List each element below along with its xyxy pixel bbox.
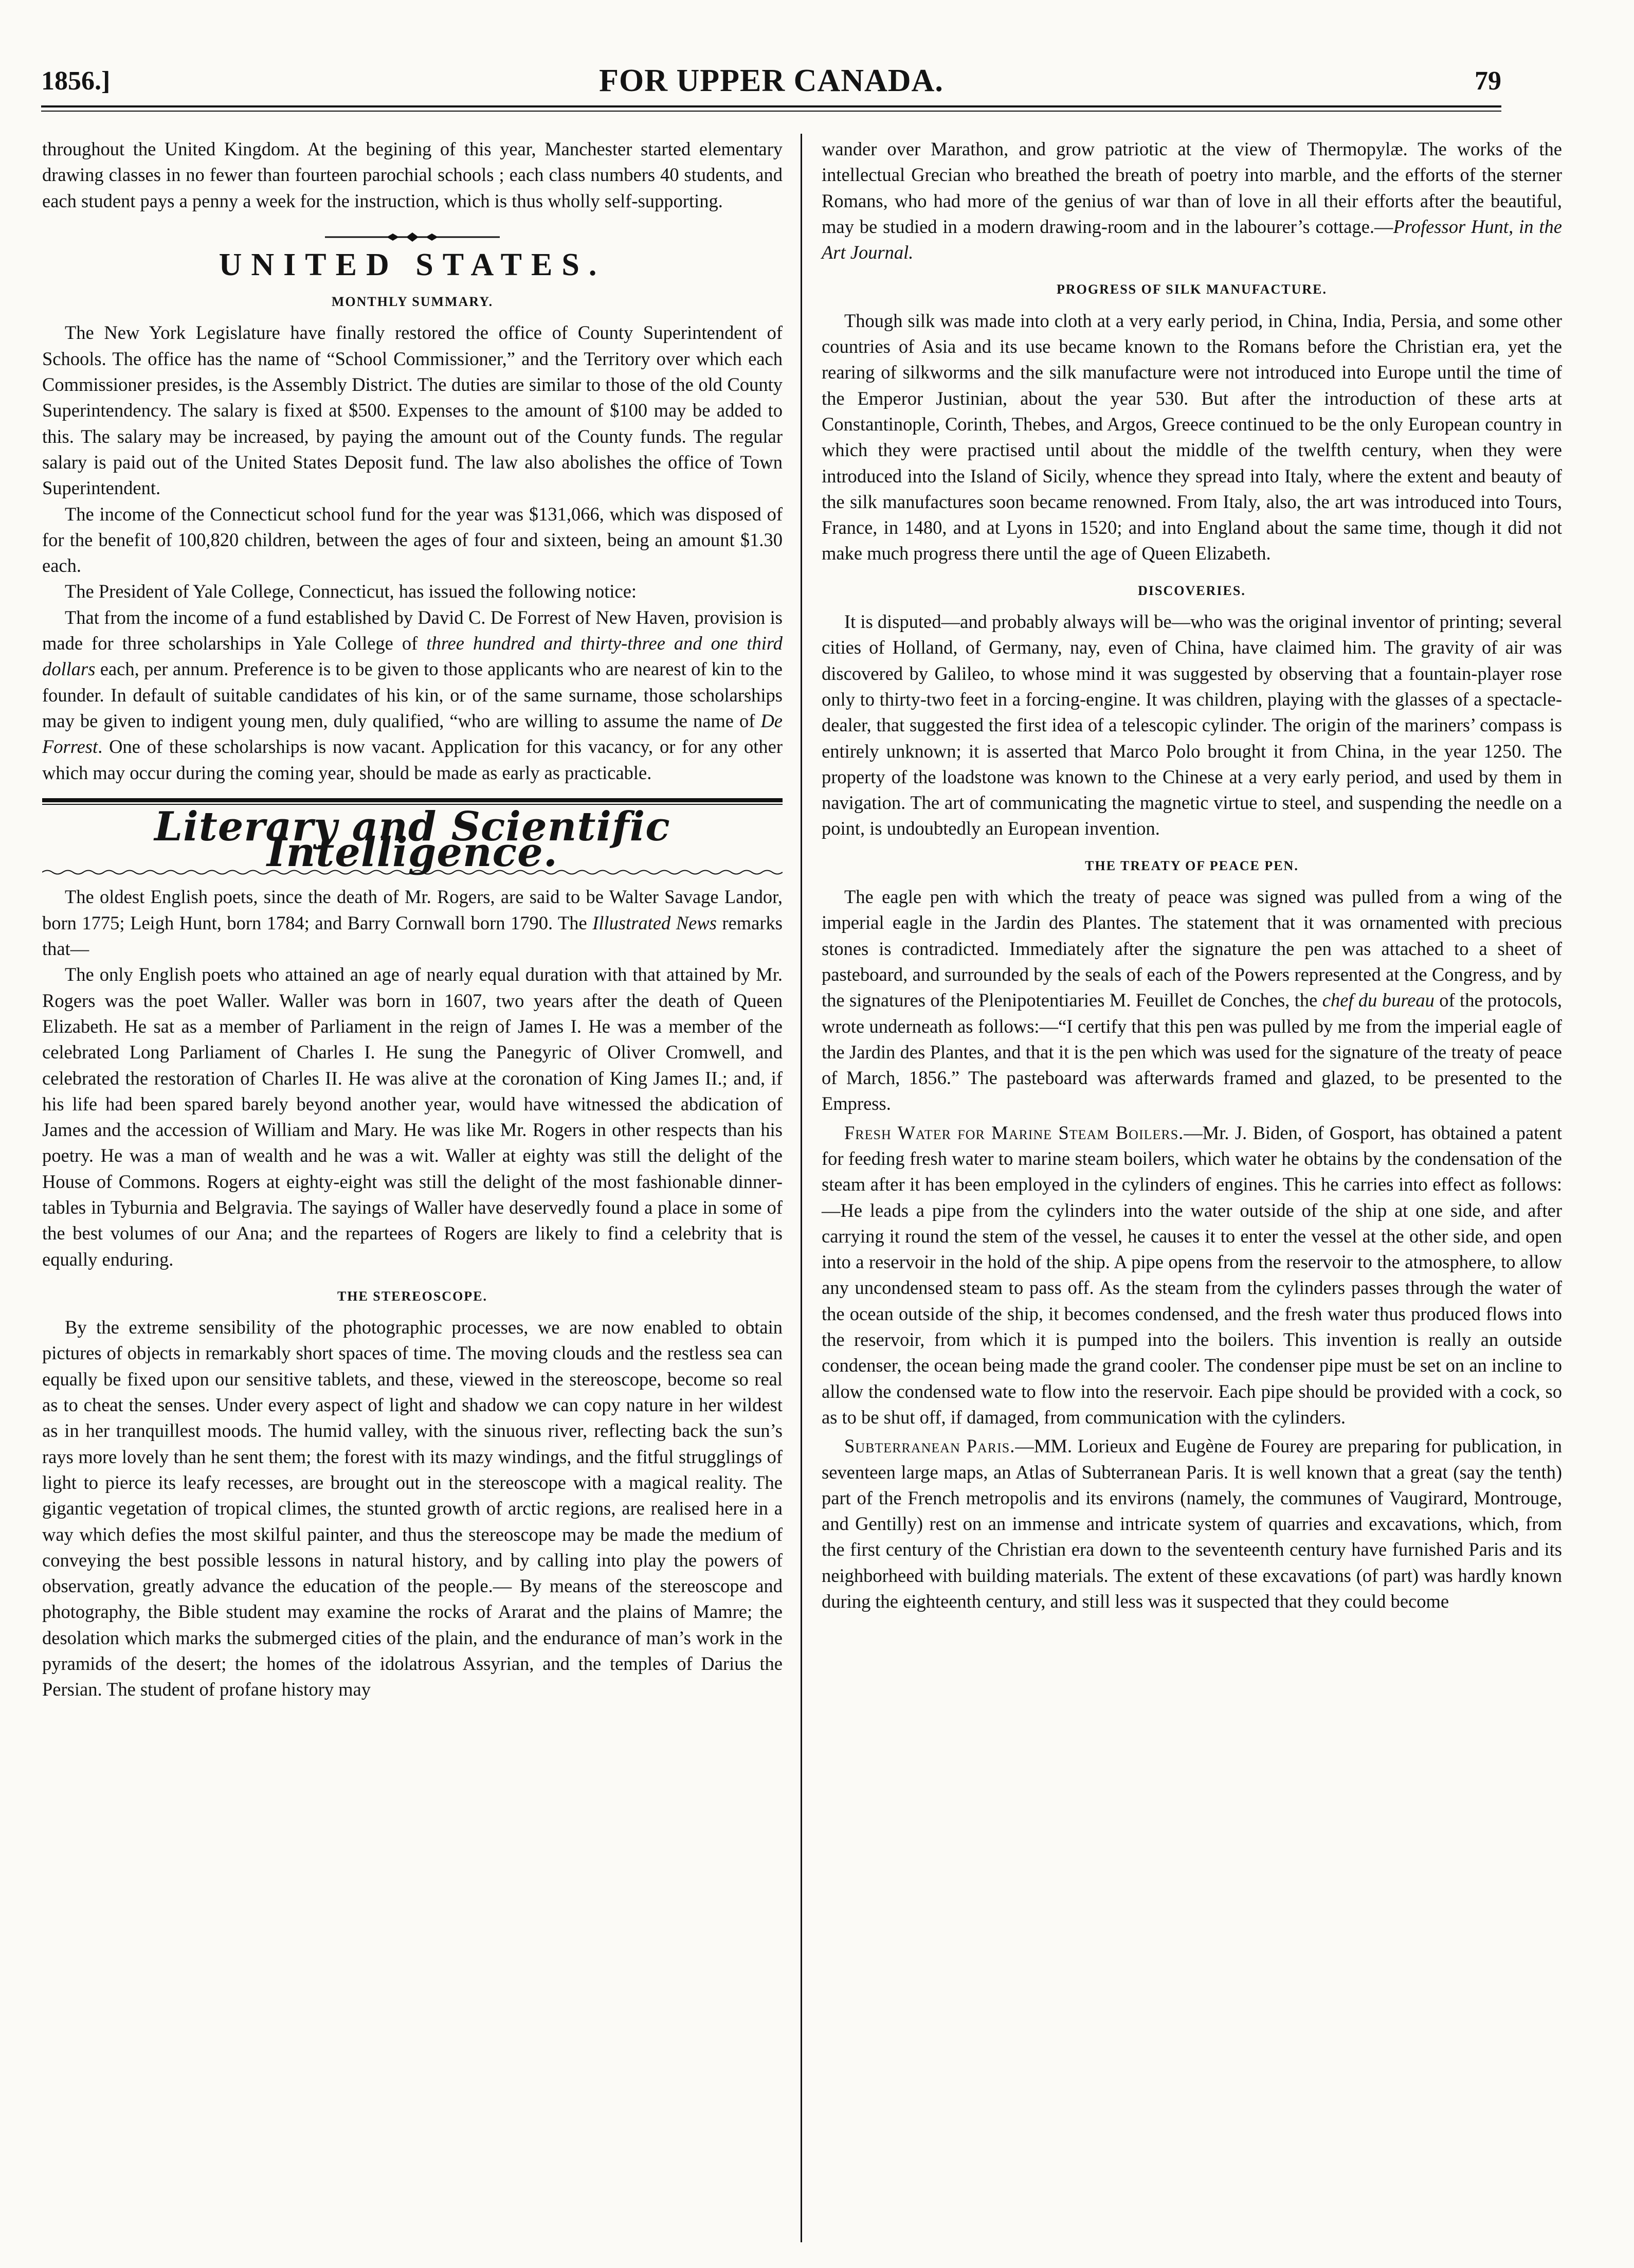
running-header [41, 61, 1501, 102]
stereoscope-paragraph: By the extreme sensibility of the photographic processes, we are now enabled to obtain pictures of objects in remarkably short spaces of time. The moving clouds and the restless sea can equally be fixed upon our sensitive tablets, and these, viewed in the stereoscope, become so real as to cheat the senses. Under every aspect of light and shadow we can copy nature in her wildest as in her tranquillest moods. The humid valley, with the sinuous river, reflecting back the sun’s rays more lovely than he sent them; the forest with its mazy windings, and the fitful strugglings of light to pierce its leafy recesses, are brought out in the stereoscope with a magical reality. The gigantic vegetation of tropical climes, the stunted growth of arctic regions, are realised here in a way which defies the most skilful painter, and thus the stereoscope may be made the medium of conveying the best possible lessons in natural history, and by calling into play the powers of observation, greatly advance the education of the people.— By means of the stereoscope and photography, the Bible student may examine the rocks of Ararat and the plains of Mamre; the desolation which marks the submerged cities of the plain, and the endurance of man’s work in the pyramids of the desert; the homes of the idolatrous Assyrian, and the temples of Darius the Persian. The student of profane history may [42, 1317, 783, 1700]
notice-italic-amount: three hundred and thirty-three and one third dollars [42, 633, 783, 680]
stereoscope-heading: THE STEREOSCOPE. [337, 1288, 488, 1304]
notice-italic-name: De Forrest [42, 710, 783, 758]
right-column [822, 136, 1562, 1614]
us-paragraph-yale: The President of Yale College, Connecticut, has issued the following notice: [65, 581, 637, 602]
chef-du-bureau: chef du bureau [1322, 989, 1435, 1011]
left-column [42, 136, 783, 1703]
silk-paragraph: Though silk was made into cloth at a very early period, in China, India, Persia, and some other countries of Asia and its use became known to the Romans before the Christian era, yet the rearing of silkworms and the silk manufacture were not introduced into Europe until the time of the Emperor Justinian, about the year 530. But after the introduction of these arts at Constantinople, Corinth, Thebes, and Argos, Greece continued to be the only European country in which they were practised until about the middle of the twelfth century, when they were introduced into the Island of Sicily, whence they spread into Italy, where the extent and beauty of the silk manufactures soon became renowned. From Italy, also, the art was introduced into Tours, France, in 1480, and at Lyons in 1520; and into England about the same time, though it did not make much progress there until the age of Queen Elizabeth. [822, 310, 1562, 564]
peace-pen-paragraph [822, 884, 1562, 1117]
us-paragraph-new-york: The New York Legislature have finally restored the office of County Superintendent of Schools. The office has the name of “School Commissioner,” and the Territory over which each Commissioner presides, is the Assembly District. The duties are similar to those of the old County Superintendency. The salary is fixed at $500. Expenses to the amount of $100 may be added to this. The salary may be increased, by paying the amount out of the County funds. The regular salary is paid out of the United States Deposit fund. The law also abolishes the office of Town Superintendent. [42, 322, 783, 499]
peace-pen-text-a: The eagle pen with which the treaty of peace was signed was pulled from a wing of the imperial eagle in the Jardin des Plantes. The statement that it was ornamented with precious stones is contradicted. Immediately after the signature the pen was attached to a sheet of pasteboard, and surrounded by the seals of each of the Powers represented at the Congress, and by the signatures of the Plenipotentiaries M. Feuillet de Conches, the [822, 886, 1562, 1011]
column-divider [801, 134, 802, 2242]
fresh-water-text: —Mr. J. Biden, of Gosport, has obtained a patent for feeding fresh water to marine steam boilers, which water he obtains by the condensation of the steam after it has been employed in the cylinders of engines. This he carries into effect as follows:—He leads a pipe from the cylinders into the water outside of the ship at one side, and after carrying it round the stem of the vessel, he causes it to enter the vessel at the other side, and open into a reservoir in the hold of the ship. A pipe opens from the reservoir to the atmosphere, to allow any uncondensed steam to pass off. As the steam from the cylinders passes through the water of the ocean outside of the ship, it becomes condensed, and the fresh water thus produced flows into the reservoir, from which it is pumped into the boilers. This invention is really an outside condenser, the ocean being made the grand cooler. The condenser pipe must be set on an incline to allow the condensed wate to flow into the reservoir. Each pipe should be provided with a cock, so as to be shut off, if damaged, from communication with the cylinders. [822, 1122, 1562, 1428]
oldest-poets-text-b: remarks that— [42, 912, 783, 960]
subterranean-text: —MM. Lorieux and Eugène de Fourey are preparing for publication, in seventeen large maps, an Atlas of Subterranean Paris. It is well known that a great (say the tenth) part of the French metropolis and its environs (namely, the communes of Vaugirard, Montrouge, and Gentilly) rest on an immense and intricate system of quarries and excavations, which, from the first century of the Christian era down to the seventeenth century have furnished Paris and its neighborheed with building materials. The extent of these excavations (of part) was hardly known during the eighteenth century, and still less was it suspected that they could become [822, 1435, 1563, 1612]
left-paragraph-continuation: throughout the United Kingdom. At the begining of this year, Manchester started elementary drawing classes in no fewer than fourteen parochial schools ; each class numbers 40 students, and each student pays a penny a week for the instruction, which is thus wholly self-supporting. [42, 138, 783, 211]
peace-pen-text-b: of the protocols, wrote underneath as follows:—“I certify that this pen was pulled by me from the imperial eagle of the Jardin des Plantes, and that it is the pen which was used for the signature of the treaty of peace of March, 1856.” The pasteboard was afterwards framed and glazed, to be presented to the Empress. [822, 989, 1563, 1114]
discoveries-paragraph: It is disputed—and probably always will be—who was the original inventor of printing; several cities of Holland, of Germany, nay, even of China, have claimed him. The gravity of air was discovered by Galileo, to whose mind it was suggested by observing that a fountain-player rose only to thirty-two feet in a forcing-engine. It was children, playing with the glasses of a spectacle-dealer, that suggested the first idea of a telescopic cylinder. The origin of the mariners’ compass is entirely unknown; it is asserted that Marco Polo brought it from China, in the year 1250. The property of the loadstone was known to the Chinese at a very early period, and used by them in navigation. The art of communicating the magnetic virtue to steel, and suspending the needle on a point, is undoubtedly an European invention. [822, 611, 1562, 839]
header-year: 1856.] [41, 66, 111, 96]
art-journal-credit: Professor Hunt, in the Art Journal. [822, 215, 1562, 263]
subterranean-paris-paragraph [822, 1433, 1562, 1614]
notice-text-a: That from the income of a fund established by David C. De Forrest of New Haven, provision is made for three scholarships in Yale College of [42, 606, 783, 654]
us-paragraph-connecticut: The income of the Connecticut school fund for the year was $131,066, which was disposed of for the benefit of 100,820 children, between the ages of four and sixteen, being an amount $1.30 each. [42, 503, 783, 577]
art-journal-continuation [822, 136, 1562, 265]
oldest-poets-text-a: The oldest English poets, since the death of Mr. Rogers, are said to be Walter Savage Landor, born 1775; Leigh Hunt, born 1784; and Barry Cornwall born 1790. The [42, 886, 783, 933]
section-rule-thick [42, 798, 783, 802]
illustrated-news-title: Illustrated News [592, 912, 717, 933]
header-title: FOR UPPER CANADA. [599, 63, 943, 98]
art-journal-text: wander over Marathon, and grow patriotic at the view of Thermopylæ. The works of the intellectual Grecian who breathed the breath of poetry into marble, and the efforts of the sterner Romans, who had more of the genius of war than of love in all their efforts after the beautiful, may be studied in a modern drawing-room and in the labourer’s cottage.— [822, 138, 1562, 237]
monthly-summary-heading: MONTHLY SUMMARY. [331, 294, 494, 310]
peace-pen-heading: THE TREATY OF PEACE PEN. [1085, 858, 1299, 873]
united-states-heading: UNITED STATES. [219, 247, 606, 282]
section-ornament [320, 231, 505, 243]
header-rule-thin [41, 111, 1501, 112]
notice-text-c: . One of these scholarships is now vacant. Application for this vacancy, or for any other which may occur during the coming year, should be made as early as practicable. [42, 736, 783, 783]
subterranean-lead: Subterranean Paris. [844, 1435, 1015, 1457]
waller-paragraph: The only English poets who attained an age of nearly equal duration with that attained by Mr. Rogers was the poet Waller. Waller was born in 1607, two years after the death of Queen Elizabeth. He sat as a member of Parliament in the reign of James I. He was a member of the celebrated Long Parliament of Charles I. He sung the Panegyric of Oliver Cromwell, and celebrated the restoration of Charles II. He was alive at the coronation of King James II.; and, if his life had been spared barely beyond another year, would have witnessed the abdication of James and the accession of William and Mary. He was like Mr. Rogers in other respects than his poetry. He was a man of wealth and he was a wit. Waller at eighty was still the delight of the House of Commons. Rogers at eighty-eight was still the delight of the most fashionable dinner-tables in Tyburnia and Belgravia. The sayings of Waller have deservedly found a place in some of the best volumes of our Ana; and the repartees of Rogers are likely to find a celebrity that is equally enduring. [42, 964, 783, 1270]
fresh-water-lead: Fresh Water for Marine Steam Boilers. [844, 1122, 1184, 1143]
page-number: 79 [1475, 66, 1501, 96]
discoveries-heading: DISCOVERIES. [1138, 583, 1246, 598]
fresh-water-paragraph [822, 1120, 1562, 1431]
us-paragraph-notice [42, 605, 783, 786]
notice-text-b: each, per annum. Preference is to be given to those applicants who are nearest of kin to the founder. In default of suitable candidates of his kin, or of the same surname, those scholarships may be given to indigent young men, duly qualified, “who are willing to assume the name of [42, 658, 783, 731]
literary-intelligence-heading: Literary and Scientific Intelligence. [154, 803, 670, 876]
oldest-poets-paragraph [42, 884, 783, 962]
header-rule [41, 105, 1501, 107]
silk-heading: PROGRESS OF SILK MANUFACTURE. [1056, 282, 1328, 297]
